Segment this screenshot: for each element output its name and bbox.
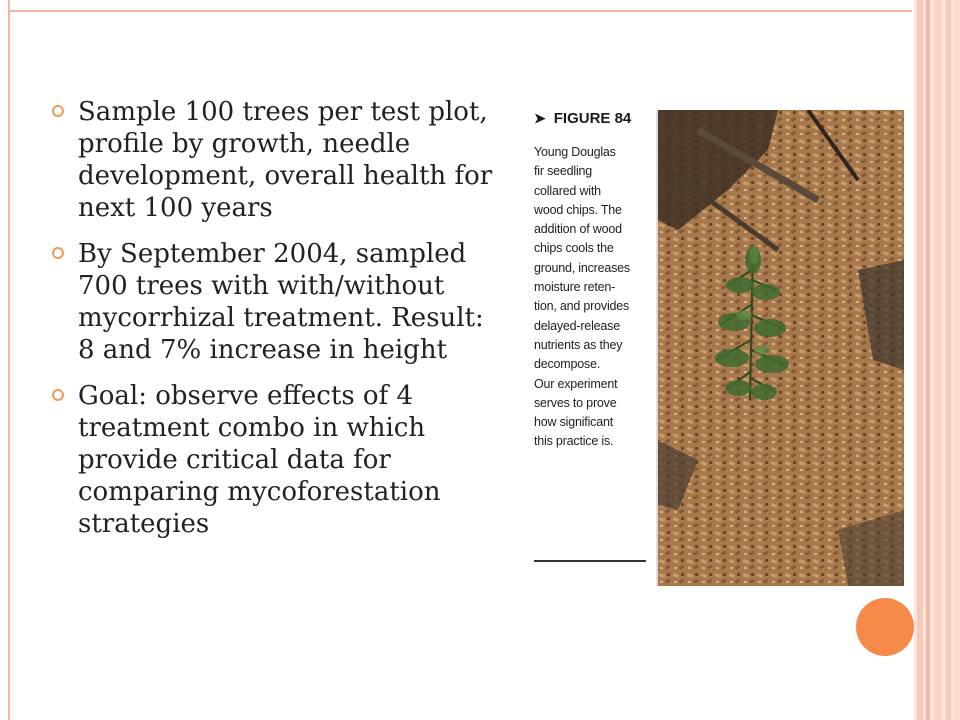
right-stripe: [954, 0, 960, 720]
bullet-item: [48, 238, 508, 366]
bullet-item: [48, 380, 508, 540]
bullet-ring-icon: [52, 247, 64, 259]
right-stripe: [917, 0, 923, 720]
right-stripe: [934, 0, 942, 720]
caption-line: how significant: [534, 415, 613, 430]
caption-line: chips cools the: [534, 241, 614, 256]
caption-line: Our experiment: [534, 376, 618, 391]
bullet-list: [48, 96, 508, 554]
caption-line: wood chips. The: [534, 202, 622, 217]
right-stripe: [926, 0, 930, 720]
bullet-ring-icon: [52, 389, 64, 401]
right-stripe: [946, 0, 951, 720]
figure-title: [534, 110, 650, 127]
top-border-line: [8, 10, 912, 12]
figure-bottom-rule: [534, 560, 646, 562]
arrow-icon: ➤: [534, 110, 546, 126]
bullet-ring-icon: [52, 105, 64, 117]
caption-line: ground, increases: [534, 260, 630, 275]
caption-line: tion, and provides: [534, 299, 630, 314]
caption-line: collared with: [534, 183, 601, 198]
caption-line: delayed-release: [534, 318, 620, 333]
bullet-item: [48, 96, 508, 224]
caption-line: moisture reten-: [534, 280, 616, 295]
caption-line: addition of wood: [534, 222, 622, 237]
decorative-orange-circle: [856, 598, 914, 656]
caption-line: fir seedling: [534, 164, 593, 179]
bullet-text: Goal: observe effects of 4 treatment combo in which provide critical data for comparing mycoforestation strategies: [78, 381, 441, 539]
figure-title-text: FIGURE 84: [553, 110, 632, 127]
left-border-line: [8, 0, 10, 720]
caption-line: decompose.: [534, 357, 601, 372]
seedling-photo: [656, 110, 904, 586]
bullet-text: Sample 100 trees per test plot, profile by growth, needle development, overall health for next 100 years: [78, 97, 493, 223]
bullet-text: By September 2004, sampled 700 trees with with/without mycorrhizal treatment. Result: 8 and 7% increase in height: [78, 239, 484, 365]
caption-line: serves to prove: [534, 395, 617, 410]
caption-line: nutrients as they: [534, 337, 623, 352]
figure-caption-text: [534, 143, 650, 452]
caption-line: Young Douglas: [534, 145, 616, 159]
caption-line: this practice is.: [534, 434, 614, 449]
figure-caption: [534, 110, 650, 452]
figure-84: [526, 96, 902, 586]
